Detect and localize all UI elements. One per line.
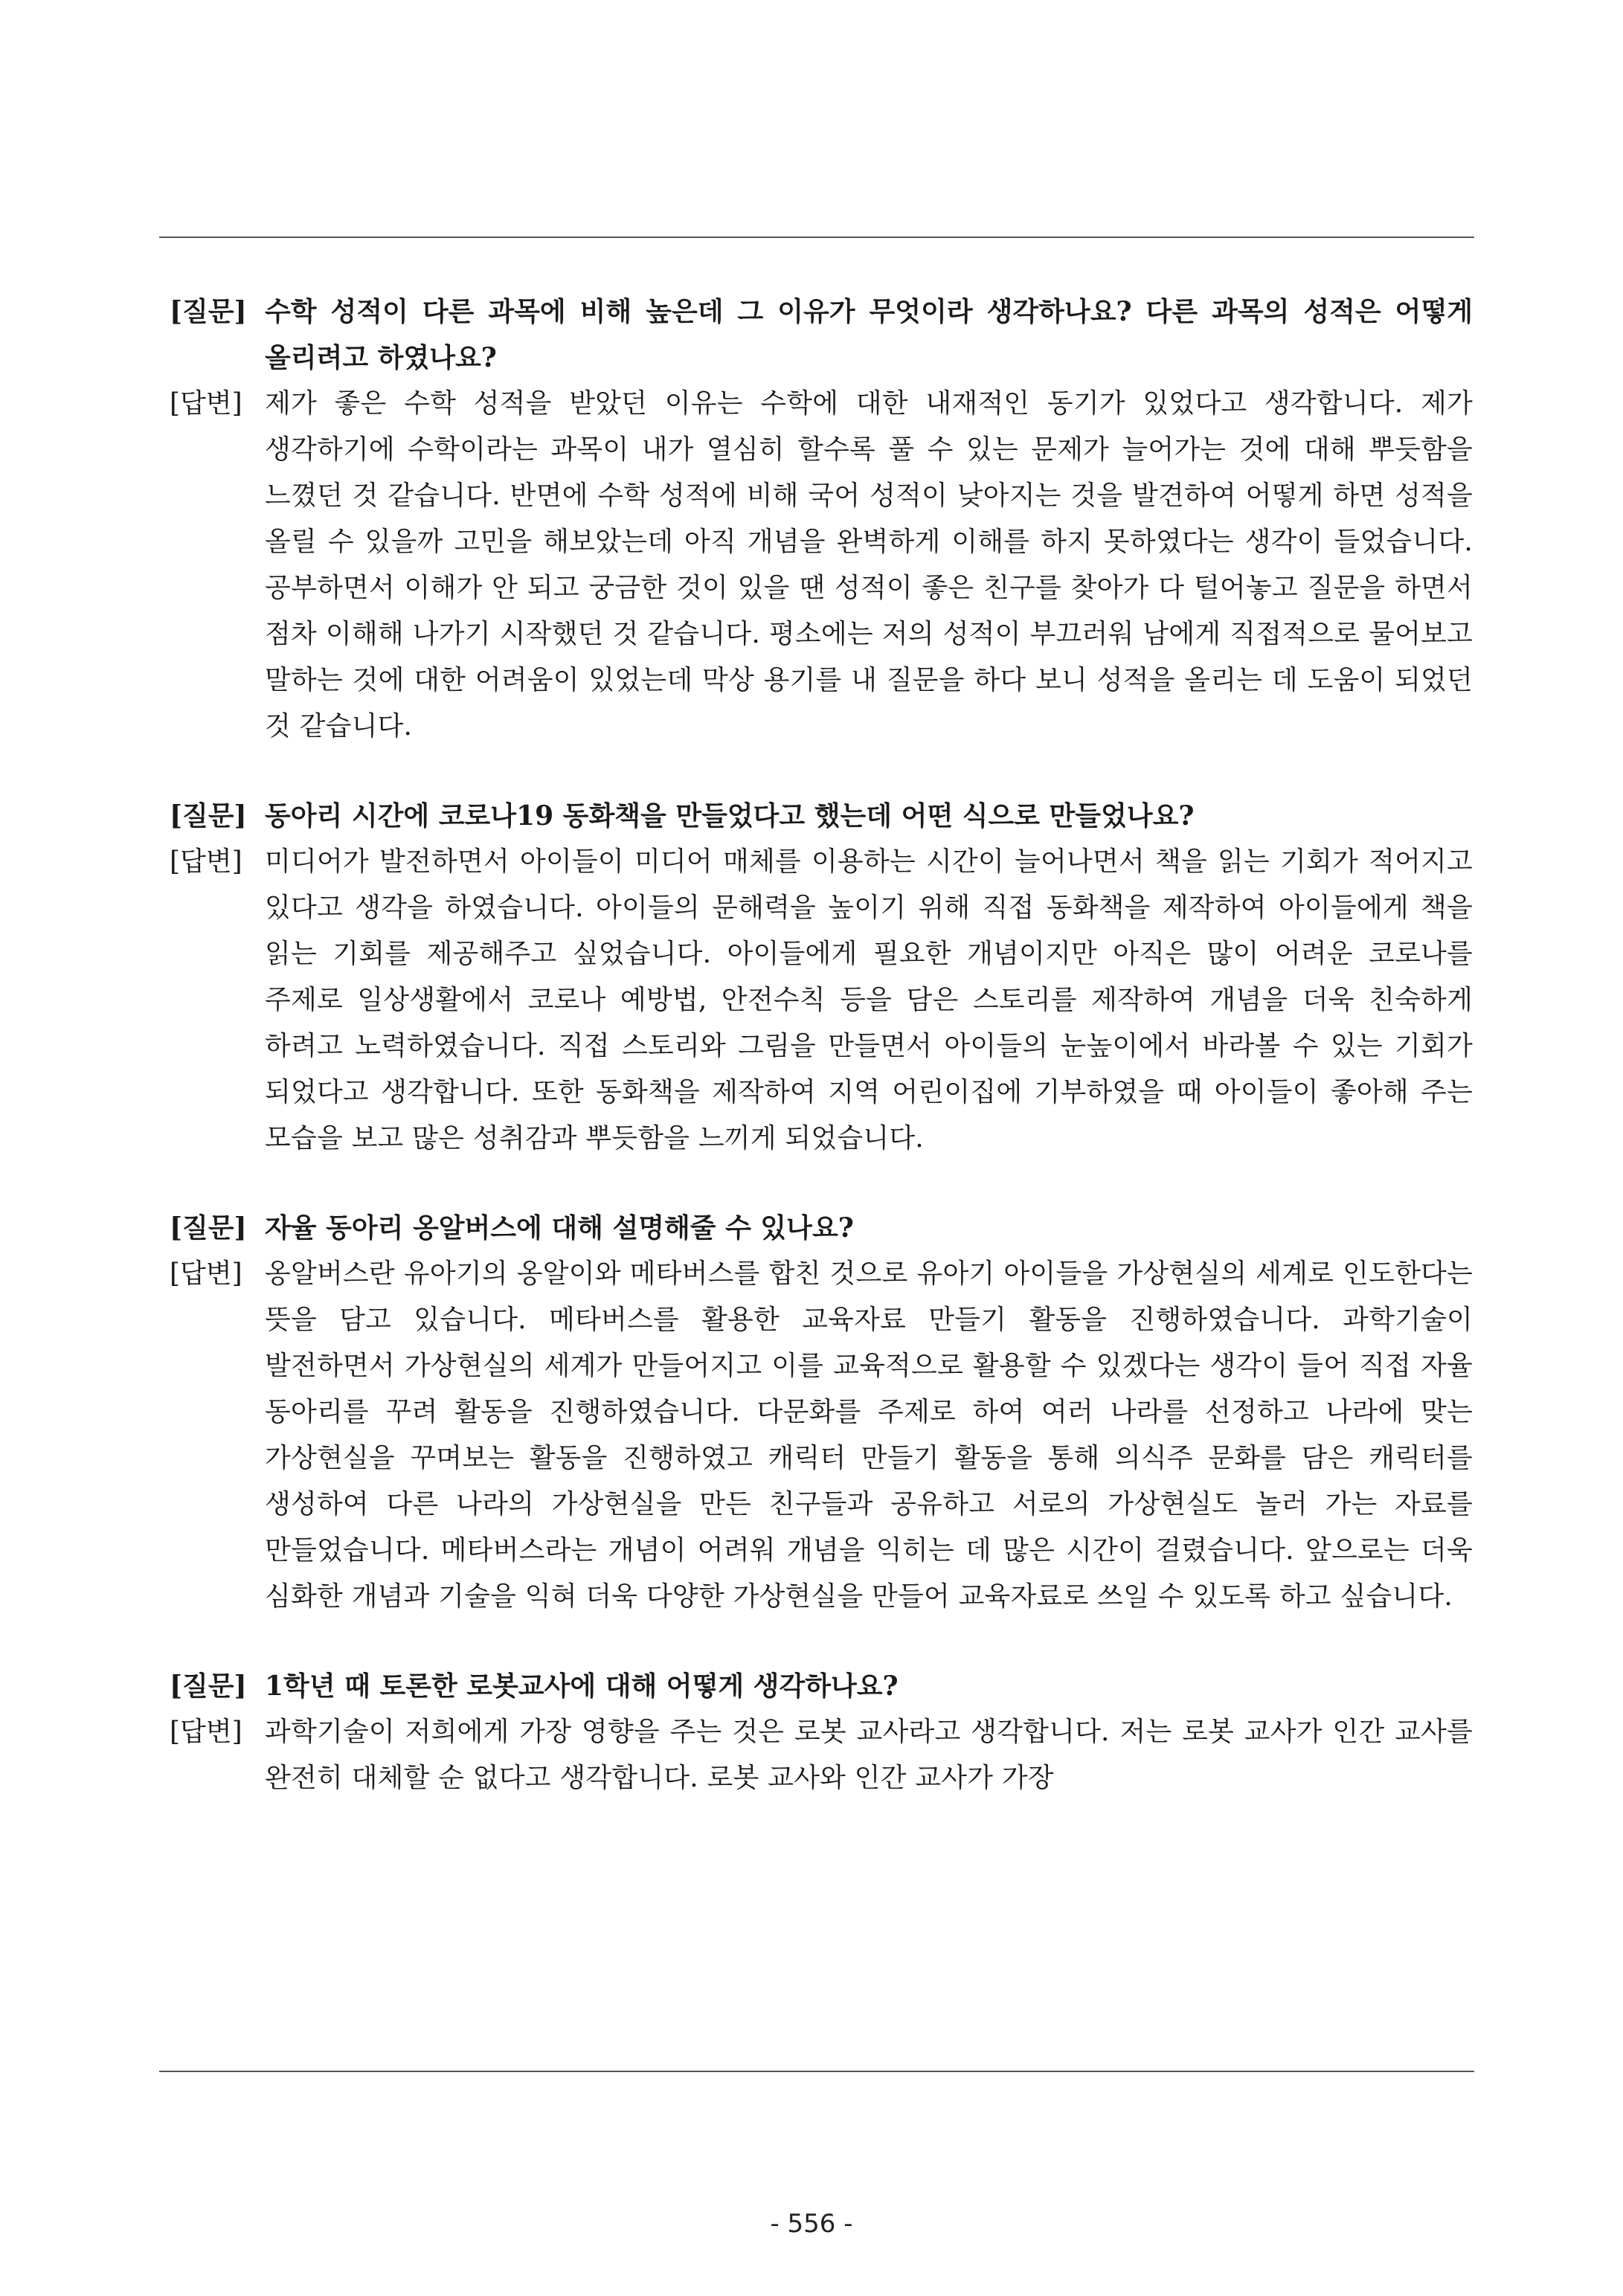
question-text: 자율 동아리 옹알버스에 대해 설명해줄 수 있나요? [265, 1212, 854, 1244]
answer-row [170, 839, 1473, 1162]
answer-text: 미디어가 발전하면서 아이들이 미디어 매체를 이용하는 시간이 늘어나면서 책을 읽는 기회가 적어지고 있다고 생각을 하였습니다. 아이들의 문해력을 높이기 위해 직접 동화책을 제작하여 아이들에게 책을 읽는 기회를 제공해주고 싶었습니다. 아이들에게 필요한 개념이지만 아직은 많이 어려운 코로나를 주제로 일상생활에서 코로나 예방법, 안전수칙 등을 담은 스토리를 제작하여 개념을 더욱 친숙하게 하려고 노력하였습니다. 직접 스토리와 그림을 만들면서 아이들의 눈높이에서 바라볼 수 있는 기회가 되었다고 생각합니다. 또한 동화책을 제작하여 지역 어린이집에 기부하였을 때 아이들이 좋아해 주는 모습을 보고 많은 성취감과 뿌듯함을 느끼게 되었습니다. [265, 846, 1473, 1154]
header-rule [159, 237, 1474, 238]
answer-text: 옹알버스란 유아기의 옹알이와 메타버스를 합친 것으로 유아기 아이들을 가상현실의 세계로 인도한다는 뜻을 담고 있습니다. 메타버스를 활용한 교육자료 만들기 활동을 진행하였습니다. 과학기술이 발전하면서 가상현실의 세계가 만들어지고 이를 교육적으로 활용할 수 있겠다는 생각이 들어 직접 자율 동아리를 꾸려 활동을 진행하였습니다. 다문화를 주제로 하여 여러 나라를 선정하고 나라에 맞는 가상현실을 꾸며보는 활동을 진행하였고 캐릭터 만들기 활동을 통해 의식주 문화를 담은 캐릭터를 생성하여 다른 나라의 가상현실을 만든 친구들과 공유하고 서로의 가상현실도 놀러 가는 자료를 만들었습니다. 메타버스라는 개념이 어려워 개념을 익히는 데 많은 시간이 걸렸습니다. 앞으로는 더욱 심화한 개념과 기술을 익혀 더욱 다양한 가상현실을 만들어 교육자료로 쓰일 수 있도록 하고 싶습니다. [265, 1258, 1473, 1612]
question-text: 1학년 때 토론한 로봇교사에 대해 어떻게 생각하나요? [265, 1670, 899, 1702]
answer-tag: [답변] [170, 1717, 242, 1747]
qa-list [170, 289, 1473, 1845]
question-tag: [질문] [170, 800, 247, 832]
answer-tag: [답변] [170, 388, 242, 419]
qa-item-2 [170, 793, 1473, 1162]
qa-item-3 [170, 1205, 1473, 1620]
question-tag: [질문] [170, 1670, 247, 1702]
question-tag: [질문] [170, 1212, 247, 1244]
question-row [170, 1205, 1473, 1251]
question-row [170, 1663, 1473, 1709]
answer-text: 제가 좋은 수학 성적을 받았던 이유는 수학에 대한 내재적인 동기가 있었다고 생각합니다. 제가 생각하기에 수학이라는 과목이 내가 열심히 할수록 풀 수 있는 문제가 늘어가는 것에 대해 뿌듯함을 느꼈던 것 같습니다. 반면에 수학 성적에 비해 국어 성적이 낮아지는 것을 발견하여 어떻게 하면 성적을 올릴 수 있을까 고민을 해보았는데 아직 개념을 완벽하게 이해를 하지 못하였다는 생각이 들었습니다. 공부하면서 이해가 안 되고 궁금한 것이 있을 땐 성적이 좋은 친구를 찾아가 다 털어놓고 질문을 하면서 점차 이해해 나가기 시작했던 것 같습니다. 평소에는 저의 성적이 부끄러워 남에게 직접적으로 물어보고 말하는 것에 대한 어려움이 있었는데 막상 용기를 내 질문을 하다 보니 성적을 올리는 데 도움이 되었던 것 같습니다. [265, 388, 1473, 742]
answer-row [170, 1251, 1473, 1620]
footer-rule [159, 2071, 1474, 2072]
answer-row [170, 381, 1473, 750]
question-row [170, 793, 1473, 839]
answer-row [170, 1709, 1473, 1801]
question-text: 수학 성적이 다른 과목에 비해 높은데 그 이유가 무엇이라 생각하나요? 다른 과목의 성적은 어떻게 올리려고 하였나요? [265, 296, 1473, 373]
answer-tag: [답변] [170, 1258, 242, 1289]
question-row [170, 289, 1473, 381]
qa-item-4 [170, 1663, 1473, 1801]
qa-item-1 [170, 289, 1473, 750]
question-text: 동아리 시간에 코로나19 동화책을 만들었다고 했는데 어떤 식으로 만들었나요? [265, 800, 1195, 832]
question-tag: [질문] [170, 296, 247, 327]
answer-text: 과학기술이 저희에게 가장 영향을 주는 것은 로봇 교사라고 생각합니다. 저는 로봇 교사가 인간 교사를 완전히 대체할 순 없다고 생각합니다. 로봇 교사와 인간 교사가 가장 [265, 1717, 1473, 1793]
page-number: - 556 - [770, 2209, 853, 2239]
answer-tag: [답변] [170, 846, 242, 877]
